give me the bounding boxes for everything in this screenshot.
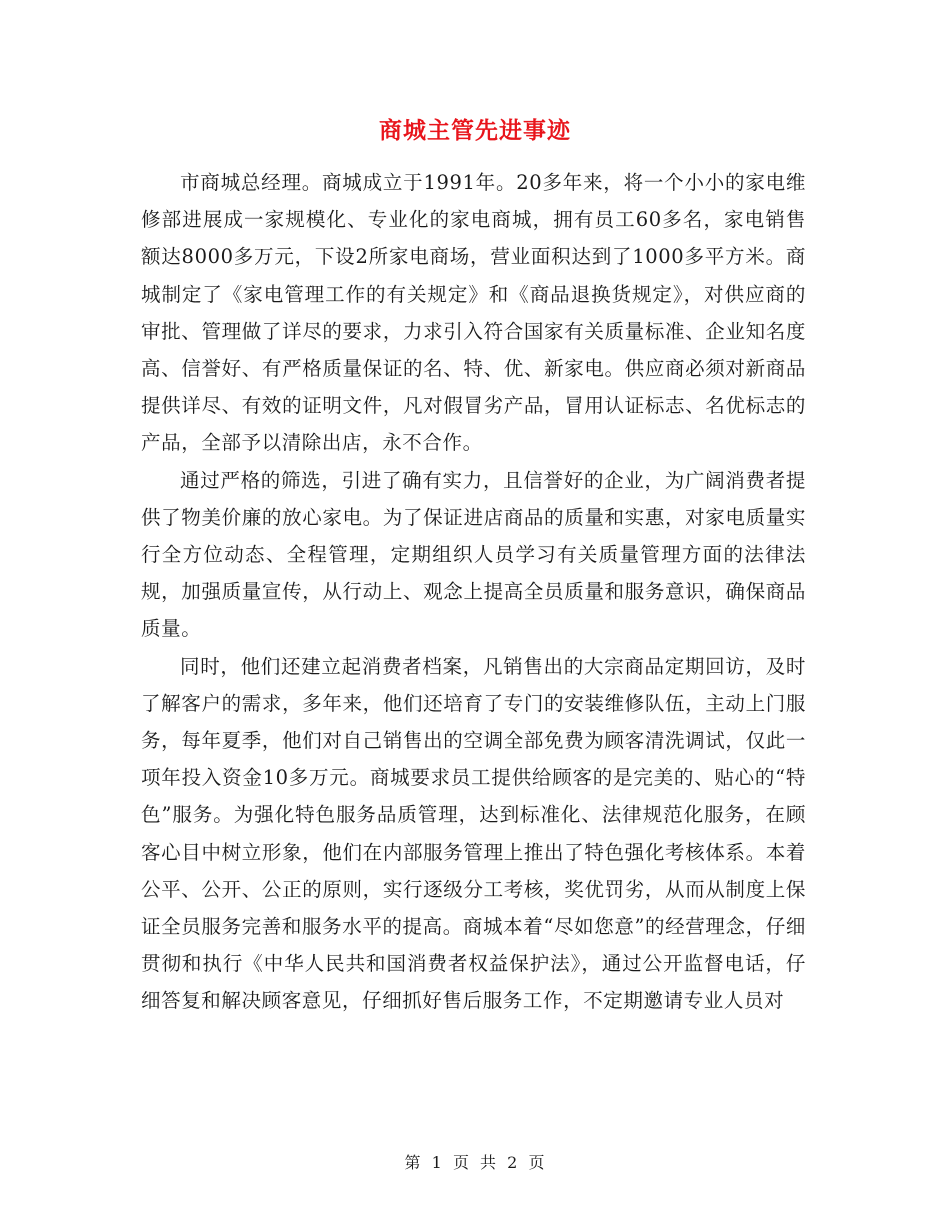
document-body [141,164,806,1020]
paragraph-3: 同时，他们还建立起消费者档案，凡销售出的大宗商品定期回访，及时了解客户的需求，多年来，他们还培育了专门的安装维修队伍，主动上门服务，每年夏季，他们对自己销售出的空调全部免费为顾客清洗调试，仅此一项年投入资金10多万元。商城要求员工提供给顾客的是完美的、贴心的“特色”服务。为强化特色服务品质管理，达到标准化、法律规范化服务，在顾客心目中树立形象，他们在内部服务管理上推出了特色强化考核体系。本着公平、公开、公正的原则，实行逐级分工考核，奖优罚劣，从而从制度上保证全员服务完善和服务水平的提高。商城本着“尽如您意”的经营理念，仔细贯彻和执行《中华人民共和国消费者权益保护法》，通过公开监督电话，仔细答复和解决顾客意见，仔细抓好售后服务工作，不定期邀请专业人员对 [141,654,806,1013]
footer-prefix: 第 [404,1153,422,1172]
document-title: 商城主管先进事迹 [379,117,571,144]
footer-current-page: 1 [431,1153,443,1172]
footer-total-pages: 2 [507,1153,519,1172]
paragraph-2: 通过严格的筛选，引进了确有实力，且信誉好的企业，为广阔消费者提供了物美价廉的放心家电。为了保证进店商品的质量和实惠，对家电质量实行全方位动态、全程管理，定期组织人员学习有关质量管理方面的法律法规，加强质量宣传，从行动上、观念上提高全员质量和服务意识，确保商品质量。 [141,468,806,641]
page-footer [0,1150,950,1173]
footer-page-word: 页 [452,1153,470,1172]
paragraph-1: 市商城总经理。商城成立于1991年。20多年来，将一个小小的家电维修部进展成一家规模化、专业化的家电商城，拥有员工60多名，家电销售额达8000多万元，下设2所家电商场，营业面积达到了1000多平方米。商城制定了《家电管理工作的有关规定》和《商品退换货规定》，对供应商的审批、管理做了详尽的要求，力求引入符合国家有关质量标准、企业知名度高、信誉好、有严格质量保证的名、特、优、新家电。供应商必须对新商品提供详尽、有效的证明文件，凡对假冒劣产品，冒用认证标志、名优标志的产品，全部予以清除出店，永不合作。 [141,171,806,455]
footer-suffix: 页 [528,1153,546,1172]
footer-total-prefix: 共 [480,1153,498,1172]
